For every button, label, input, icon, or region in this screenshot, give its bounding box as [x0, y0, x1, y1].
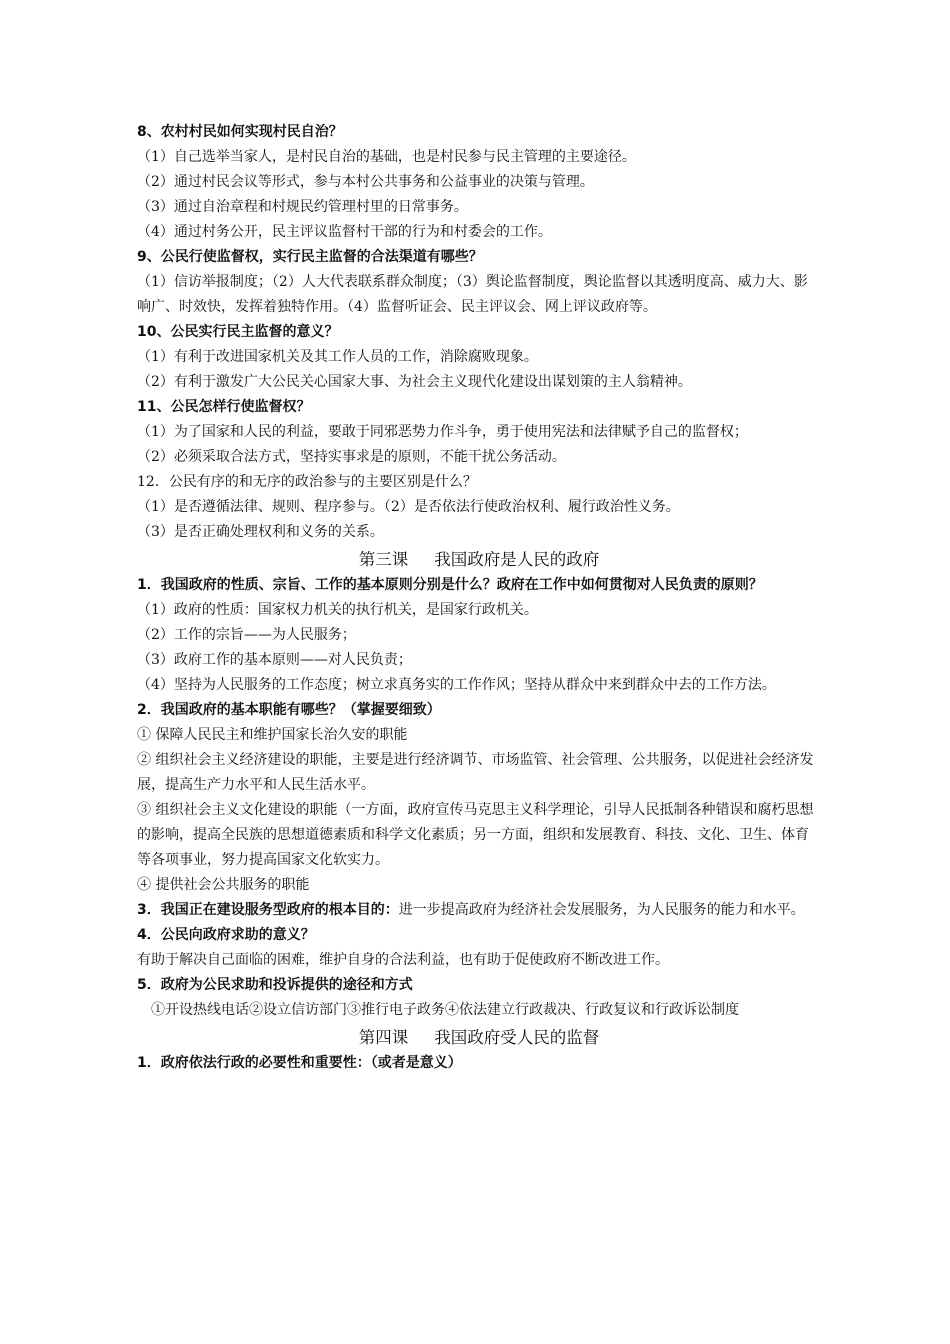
question-11-item: （1）为了国家和人民的利益，要敢于同邪恶势力作斗争，勇于使用宪法和法律赋予自己的监督权；	[137, 424, 748, 440]
document-body	[137, 120, 821, 1076]
lesson-4-heading	[137, 1025, 821, 1051]
question-8-item: （3）通过自治章程和村规民约管理村里的日常事务。	[137, 199, 468, 215]
lesson-4-question-1-title: 1．政府依法行政的必要性和重要性：（或者是意义）	[137, 1055, 462, 1071]
lesson-3-question-2-item: ③ 组织社会主义文化建设的职能（一方面，政府宣传马克思主义科学理论，引导人民抵制各种错误和腐朽思想的影响，提高全民族的思想道德素质和科学文化素质；另一方面，组织和发展教育、科技、文化、卫生、体育等各项事业，努力提高国家文化软实力。	[137, 802, 814, 868]
question-11-title: 11、公民怎样行使监督权？	[137, 399, 311, 415]
lesson-3-question-1-item: （1）政府的性质：国家权力机关的执行机关，是国家行政机关。	[137, 602, 538, 618]
question-11-item: （2）必须采取合法方式，坚持实事求是的原则，不能干扰公务活动。	[137, 449, 566, 465]
lesson-3-question-4-title: 4．公民向政府求助的意义？	[137, 927, 315, 943]
lesson-3-question-3-title: 3．我国正在建设服务型政府的根本目的：	[137, 902, 399, 918]
question-12-title: 12．公民有序的和无序的政治参与的主要区别是什么？	[137, 474, 477, 490]
lesson-3-question-3	[137, 898, 821, 923]
lesson-3-question-2-item: ① 保障人民民主和维护国家长治久安的职能	[137, 727, 408, 743]
question-8-item: （4）通过村务公开，民主评议监督村干部的行为和村委会的工作。	[137, 224, 552, 240]
lesson-3-question-1-item: （4）坚持为人民服务的工作态度；树立求真务实的工作作风；坚持从群众中来到群众中去的工作方法。	[137, 677, 776, 693]
lesson-3-question-1-item: （3）政府工作的基本原则——对人民负责；	[137, 652, 412, 668]
question-9-item: （1）信访举报制度；（2）人大代表联系群众制度；（3）舆论监督制度，舆论监督以其透明度高、威力大、影响广、时效快，发挥着独特作用。（4）监督听证会、民主评议会、网上评议政府等。	[137, 274, 808, 315]
question-12-item: （3）是否正确处理权利和义务的关系。	[137, 524, 384, 540]
lesson-3-question-3-answer: 进一步提高政府为经济社会发展服务，为人民服务的能力和水平。	[398, 902, 805, 918]
lesson-3-question-5-title: 5．政府为公民求助和投诉提供的途径和方式	[137, 977, 413, 993]
question-8-item: （2）通过村民会议等形式，参与本村公共事务和公益事业的决策与管理。	[137, 174, 594, 190]
lesson-4-number: 第四课	[358, 1028, 409, 1047]
lesson-3-question-1-item: （2）工作的宗旨——为人民服务；	[137, 627, 356, 643]
lesson-3-question-2-title: 2．我国政府的基本职能有哪些？（掌握要细致）	[137, 702, 441, 718]
lesson-3-heading	[137, 547, 821, 573]
question-10-item: （2）有利于激发广大公民关心国家大事、为社会主义现代化建设出谋划策的主人翁精神。	[137, 374, 692, 390]
question-9-title: 9、公民行使监督权，实行民主监督的合法渠道有哪些？	[137, 249, 483, 265]
lesson-3-number: 第三课	[358, 550, 409, 569]
lesson-3-question-2-item: ② 组织社会主义经济建设的职能，主要是进行经济调节、市场监管、社会管理、公共服务，以促进社会经济发展，提高生产力水平和人民生活水平。	[137, 752, 814, 793]
question-8-title: 8、农村村民如何实现村民自治？	[137, 124, 343, 140]
lesson-3-question-1-title: 1．我国政府的性质、宗旨、工作的基本原则分别是什么？政府在工作中如何贯彻对人民负责的原则？	[137, 577, 763, 593]
lesson-3-title: 我国政府是人民的政府	[434, 550, 600, 569]
lesson-3-question-5-answer: ①开设热线电话②设立信访部门③推行电子政务④依法建立行政裁决、行政复议和行政诉讼制度	[151, 1002, 739, 1018]
question-10-item: （1）有利于改进国家机关及其工作人员的工作，消除腐败现象。	[137, 349, 538, 365]
lesson-3-question-4-answer: 有助于解决自己面临的困难，维护自身的合法利益，也有助于促使政府不断改进工作。	[137, 952, 669, 968]
question-12-item: （1）是否遵循法律、规则、程序参与。（2）是否依法行使政治权利、履行政治性义务。	[137, 499, 680, 515]
question-10-title: 10、公民实行民主监督的意义？	[137, 324, 339, 340]
lesson-4-title: 我国政府受人民的监督	[434, 1028, 600, 1047]
lesson-3-question-2-item: ④ 提供社会公共服务的职能	[137, 877, 310, 893]
question-8-item: （1）自己选举当家人，是村民自治的基础，也是村民参与民主管理的主要途径。	[137, 149, 636, 165]
